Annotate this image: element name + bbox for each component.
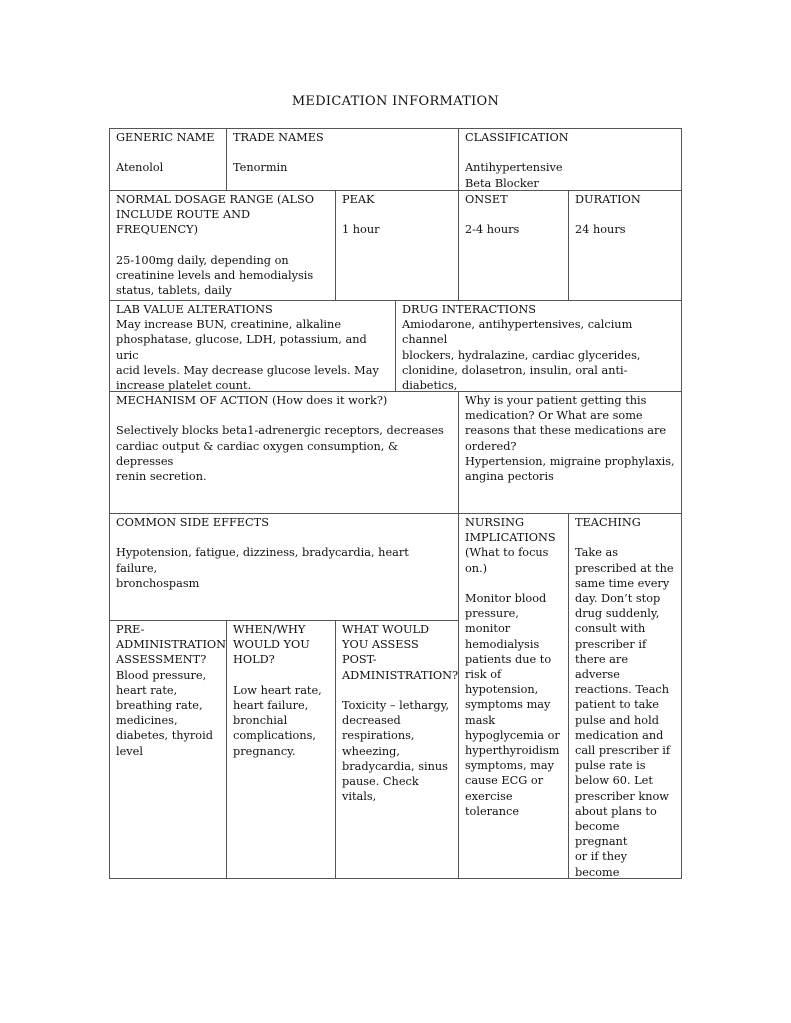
nursing-label: NURSING IMPLICATIONS (What to focus on.) bbox=[465, 516, 556, 575]
onset-cell bbox=[458, 190, 569, 301]
side-effects-text: Hypotension, fatigue, dizziness, bradycardia, heart failure, bronchospasm bbox=[116, 546, 409, 590]
drug-interactions-text: Amiodarone, antihypertensives, calcium channel blockers, hydralazine, cardiac glycerides, clonidine, dolasetron, insulin, oral anti-diabetics, bbox=[402, 318, 641, 392]
generic-name-cell bbox=[109, 128, 227, 191]
teaching-label: TEACHING bbox=[575, 516, 641, 529]
mechanism-label: MECHANISM OF ACTION (How does it work?) bbox=[116, 394, 388, 407]
pre-admin-text: Blood pressure, heart rate, breathing rate, medicines, diabetes, thyroid level bbox=[116, 668, 213, 758]
post-admin-text: Toxicity – lethargy, decreased respirations, wheezing, bradycardia, sinus pause. Check vitals, bbox=[342, 699, 450, 804]
side-effects-cell bbox=[109, 513, 459, 621]
when-hold-text: Low heart rate, heart failure, bronchial complications, pregnancy. bbox=[233, 683, 322, 758]
onset-value: 2-4 hours bbox=[465, 223, 520, 237]
nursing-text: Monitor blood pressure, monitor hemodialysis patients due to risk of hypotension, symptoms may mask hypoglycemia or hyperthyroidism symptoms, may cause ECG or exercise tolerance bbox=[465, 592, 560, 818]
pre-admin-cell bbox=[109, 620, 227, 879]
trade-names-value: Tenormin bbox=[233, 161, 288, 175]
onset-label: ONSET bbox=[465, 193, 508, 206]
lab-value-label: LAB VALUE ALTERATIONS bbox=[116, 303, 273, 316]
trade-names-label: TRADE NAMES bbox=[233, 131, 324, 144]
generic-name-label: GENERIC NAME bbox=[116, 131, 215, 144]
nursing-cell bbox=[458, 513, 569, 879]
duration-cell bbox=[568, 190, 682, 301]
trade-names-cell bbox=[226, 128, 459, 191]
side-effects-label: COMMON SIDE EFFECTS bbox=[116, 516, 269, 529]
when-hold-label: WHEN/WHY WOULD YOU HOLD? bbox=[233, 623, 310, 667]
dosage-cell bbox=[109, 190, 336, 301]
page-title: MEDICATION INFORMATION bbox=[291, 94, 500, 109]
dosage-value: 25-100mg daily, depending on creatinine levels and hemodialysis status, tablets, daily bbox=[116, 253, 314, 298]
teaching-cell bbox=[568, 513, 682, 879]
post-admin-label: WHAT WOULD YOU ASSESS POST- ADMINISTRATION? bbox=[342, 623, 459, 682]
post-admin-cell bbox=[335, 620, 459, 879]
lab-value-cell bbox=[109, 300, 396, 392]
classification-value: Antihypertensive Beta Blocker bbox=[465, 161, 563, 190]
lab-value-text: May increase BUN, creatinine, alkaline phosphatase, glucose, LDH, potassium, and uric acid levels. May decrease glucose levels. May increase platelet count. bbox=[116, 318, 379, 392]
generic-name-value: Atenolol bbox=[116, 161, 164, 175]
mechanism-cell bbox=[109, 391, 459, 514]
why-label: Why is your patient getting this medication? Or What are some reasons that these medications are ordered? bbox=[465, 394, 667, 453]
peak-cell bbox=[335, 190, 459, 301]
duration-label: DURATION bbox=[575, 193, 641, 206]
peak-value: 1 hour bbox=[342, 223, 380, 237]
peak-label: PEAK bbox=[342, 193, 375, 206]
mechanism-text: Selectively blocks beta1-adrenergic receptors, decreases cardiac output & cardiac oxygen consumption, & depresses renin secretion. bbox=[116, 424, 444, 483]
classification-cell bbox=[458, 128, 682, 191]
why-text: Hypertension, migraine prophylaxis, angina pectoris bbox=[465, 454, 675, 484]
pre-admin-label: PRE- ADMINISTRATION ASSESSMENT? bbox=[116, 623, 227, 667]
classification-label: CLASSIFICATION bbox=[465, 131, 569, 144]
when-hold-cell bbox=[226, 620, 336, 879]
drug-interactions-cell bbox=[395, 300, 682, 392]
teaching-text: Take as prescribed at the same time every day. Don’t stop drug suddenly, consult with prescriber if there are adverse reactions. Teach patient to take pulse and hold medication and call prescriber if pulse rate is below 60. Let prescriber know about plans to become pregnant or if they become bbox=[575, 546, 674, 879]
drug-interactions-label: DRUG INTERACTIONS bbox=[402, 303, 537, 316]
duration-value: 24 hours bbox=[575, 223, 626, 237]
why-cell bbox=[458, 391, 682, 514]
dosage-label: NORMAL DOSAGE RANGE (ALSO INCLUDE ROUTE AND FREQUENCY) bbox=[116, 193, 315, 237]
